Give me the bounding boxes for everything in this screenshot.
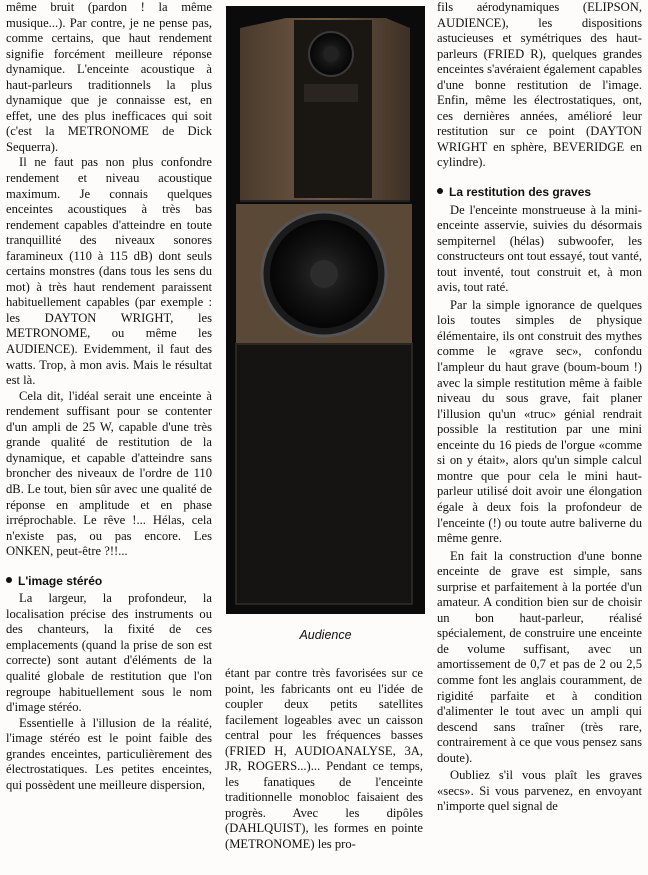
paragraph: Par la simple ignorance de quelques lois toutes simples de physique élémentaire, ils ont construit des mythes comme le «grave sec», confondu l'ampleur du haut grave (boum-boum !) avec la simple restitution même à faible niveau du sous grave, fait planer l'illusion qu'un «truc» génial rendrait possible la restitution par une mini enceinte du 16 pieds de l'orgue «comme si on y était», alors qu'un simple calcul montre que pour cela le mini haut-parleur utilisé doit avoir une élongation égale à deux fois la profondeur de l'enceinte (!) ou toute autre baliverne du même genre. <box>437 297 642 546</box>
text-column-right <box>437 0 642 815</box>
paragraph: fils aérodynamiques (ELIPSON, AUDIENCE), les dispositions astucieuses et symétriques des haut-parleurs (FRIED R), quelques grandes enceintes s'avéraient également capables d'une bonne restitution de l'image. Enfin, même les électrostatiques, ont, ces dernières années, amélioré leur restitution sur ce point (DAYTON WRIGHT en sphère, BEVERIDGE en cylindre). <box>437 0 642 170</box>
text-column-middle <box>225 666 423 853</box>
paragraph: étant par contre très favorisées sur ce point, les fabricants ont eu l'idée de coupler deux petits satellites facilement logeables avec un caisson central pour les fréquences basses (FRIED H, AUDIOANALYSE, 3A, JR, ROGERS...)... Pendant ce temps, les fanatiques de l'enceinte traditionnelle monobloc faisaient des progrès. Avec les dipôles (DAHLQUIST), les formes en pointe (METRONOME) les pro- <box>225 666 423 852</box>
paragraph: Il ne faut pas non plus confondre rendement et niveau acoustique maximum. Je connais quelques enceintes acoustiques à très bas rendement capables d'atteindre en toute tranquillité des niveaux sonores faramineux (110 à 115 dB) dont seuls certains monstres (dans tous les sens du mot) à très haut rendement paraissent habituellement capables (par exemple : les DAYTON WRIGHT, les METRONOME, ou même les AUDIENCE). Evidemment, il faut des watts. Trop, à mon avis. Mais le résultat est là. <box>6 155 212 388</box>
figure-caption: Audience <box>299 628 352 642</box>
paragraph: Cela dit, l'idéal serait une enceinte à rendement suffisant pour se contenter d'un ampli de 25 W, capable d'une très grande qualité de restitution de la dynamique, et capable d'atteindre sans broncher des niveaux de l'ordre de 110 dB. Le tout, bien sûr avec une qualité de réponse en amplitude et en phase irréprochable. Le rêve !... Hélas, cela n'existe pas, ou pas encore. Les ONKEN, peut-être ?!!... <box>6 388 212 559</box>
speaker-illustration <box>226 6 425 614</box>
speaker-photo <box>226 6 425 614</box>
paragraph: En fait la construction d'une bonne enceinte de grave est simple, sans surprise et parfaitement à la portée d'un amateur. A condition bien sur de choisir un bon haut-parleur, réalisé spécialement, de construire une enceinte de volume suffisant, avec un amortissement de 0,7 et pas de 2 ou 2,5 comme font les anglais couramment, de rigidité parfaite et à condition d'alimenter le tout avec un ampli qui descend sans traîner (très rare, contrairement à ce que vous pensez sans doute). <box>437 548 642 765</box>
section-heading <box>6 574 212 590</box>
bullet-icon <box>6 577 12 583</box>
paragraph: même bruit (pardon ! la même musique...). Par contre, je ne pense pas, comme certains, que haut rendement signifie forcément meilleure réponse dynamique. L'enceinte acoustique à haut-parleurs traditionnels la plus dynamique que je connaisse est, en effet, une des plus inefficaces qui soit (c'est la METRONOME de Dick Sequerra). <box>6 0 212 154</box>
paragraph: Essentielle à l'illusion de la réalité, l'image stéréo est le point faible des grandes enceintes, particulièrement des électrostatiques. Les petites enceintes, qui possèdent une meilleure dispersion, <box>6 715 212 792</box>
paragraph: De l'enceinte monstrueuse à la mini-enceinte asservie, suivies du désormais sempiternel (hélas) subwoofer, les constructeurs ont tout essayé, tout vanté, tout inventé, tout construit et, à mon avis, tout raté. <box>437 202 642 295</box>
section-heading <box>437 185 642 201</box>
paragraph: La largeur, la profondeur, la localisation précise des instruments ou des chanteurs, la fixité de ces emplacements (quand la prise de son est correcte) sont autant d'éléments de la qualité globale de restitution que l'on regroupe habituellement sous le nom d'image stéréo. <box>6 591 212 715</box>
paragraph: Oubliez s'il vous plaît les graves «secs». Si vous parvenez, en envoyant n'importe quel signal de <box>437 768 642 814</box>
text-column-left <box>6 0 212 793</box>
bullet-icon <box>437 188 443 194</box>
section-heading-text: L'image stéréo <box>18 573 103 588</box>
section-heading-text: La restitution des graves <box>449 185 592 200</box>
